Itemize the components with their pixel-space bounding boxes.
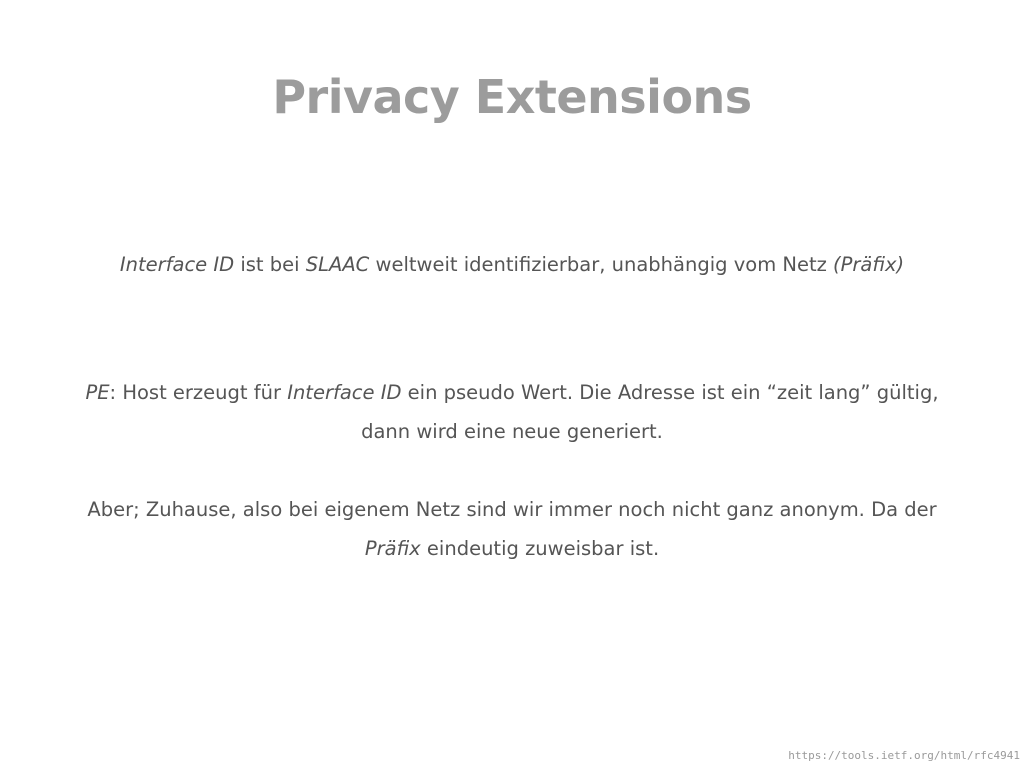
term-slaac: SLAAC — [305, 253, 370, 276]
paragraph-text: ist bei — [234, 253, 306, 276]
paragraph-text: : Host erzeugt für — [109, 381, 288, 404]
term-praefix: (Präfix) — [833, 253, 905, 276]
paragraph-text: eindeutig zuweisbar ist. — [420, 537, 660, 560]
term-interface-id: Interface ID — [287, 381, 402, 404]
paragraph-text: Aber; Zuhause, also bei eigenem Netz sind wir immer noch nicht ganz anonym. Da der — [87, 498, 937, 521]
source-link[interactable]: https://tools.ietf.org/html/rfc4941 — [788, 749, 1020, 762]
paragraph-privacy-extensions — [60, 373, 964, 451]
slide-title: Privacy Extensions — [272, 70, 752, 124]
paragraph-interface-id — [60, 245, 964, 284]
paragraph-text: ein pseudo Wert. Die Adresse ist ein “zeit lang” gültig, dann wird eine neue generiert. — [361, 381, 939, 443]
term-pe: PE — [85, 381, 110, 404]
paragraph-anonymity — [60, 490, 964, 568]
paragraph-text: weltweit identifizierbar, unabhängig vom Netz — [369, 253, 834, 276]
term-interface-id: Interface ID — [119, 253, 235, 276]
term-praefix: Präfix — [364, 537, 421, 560]
